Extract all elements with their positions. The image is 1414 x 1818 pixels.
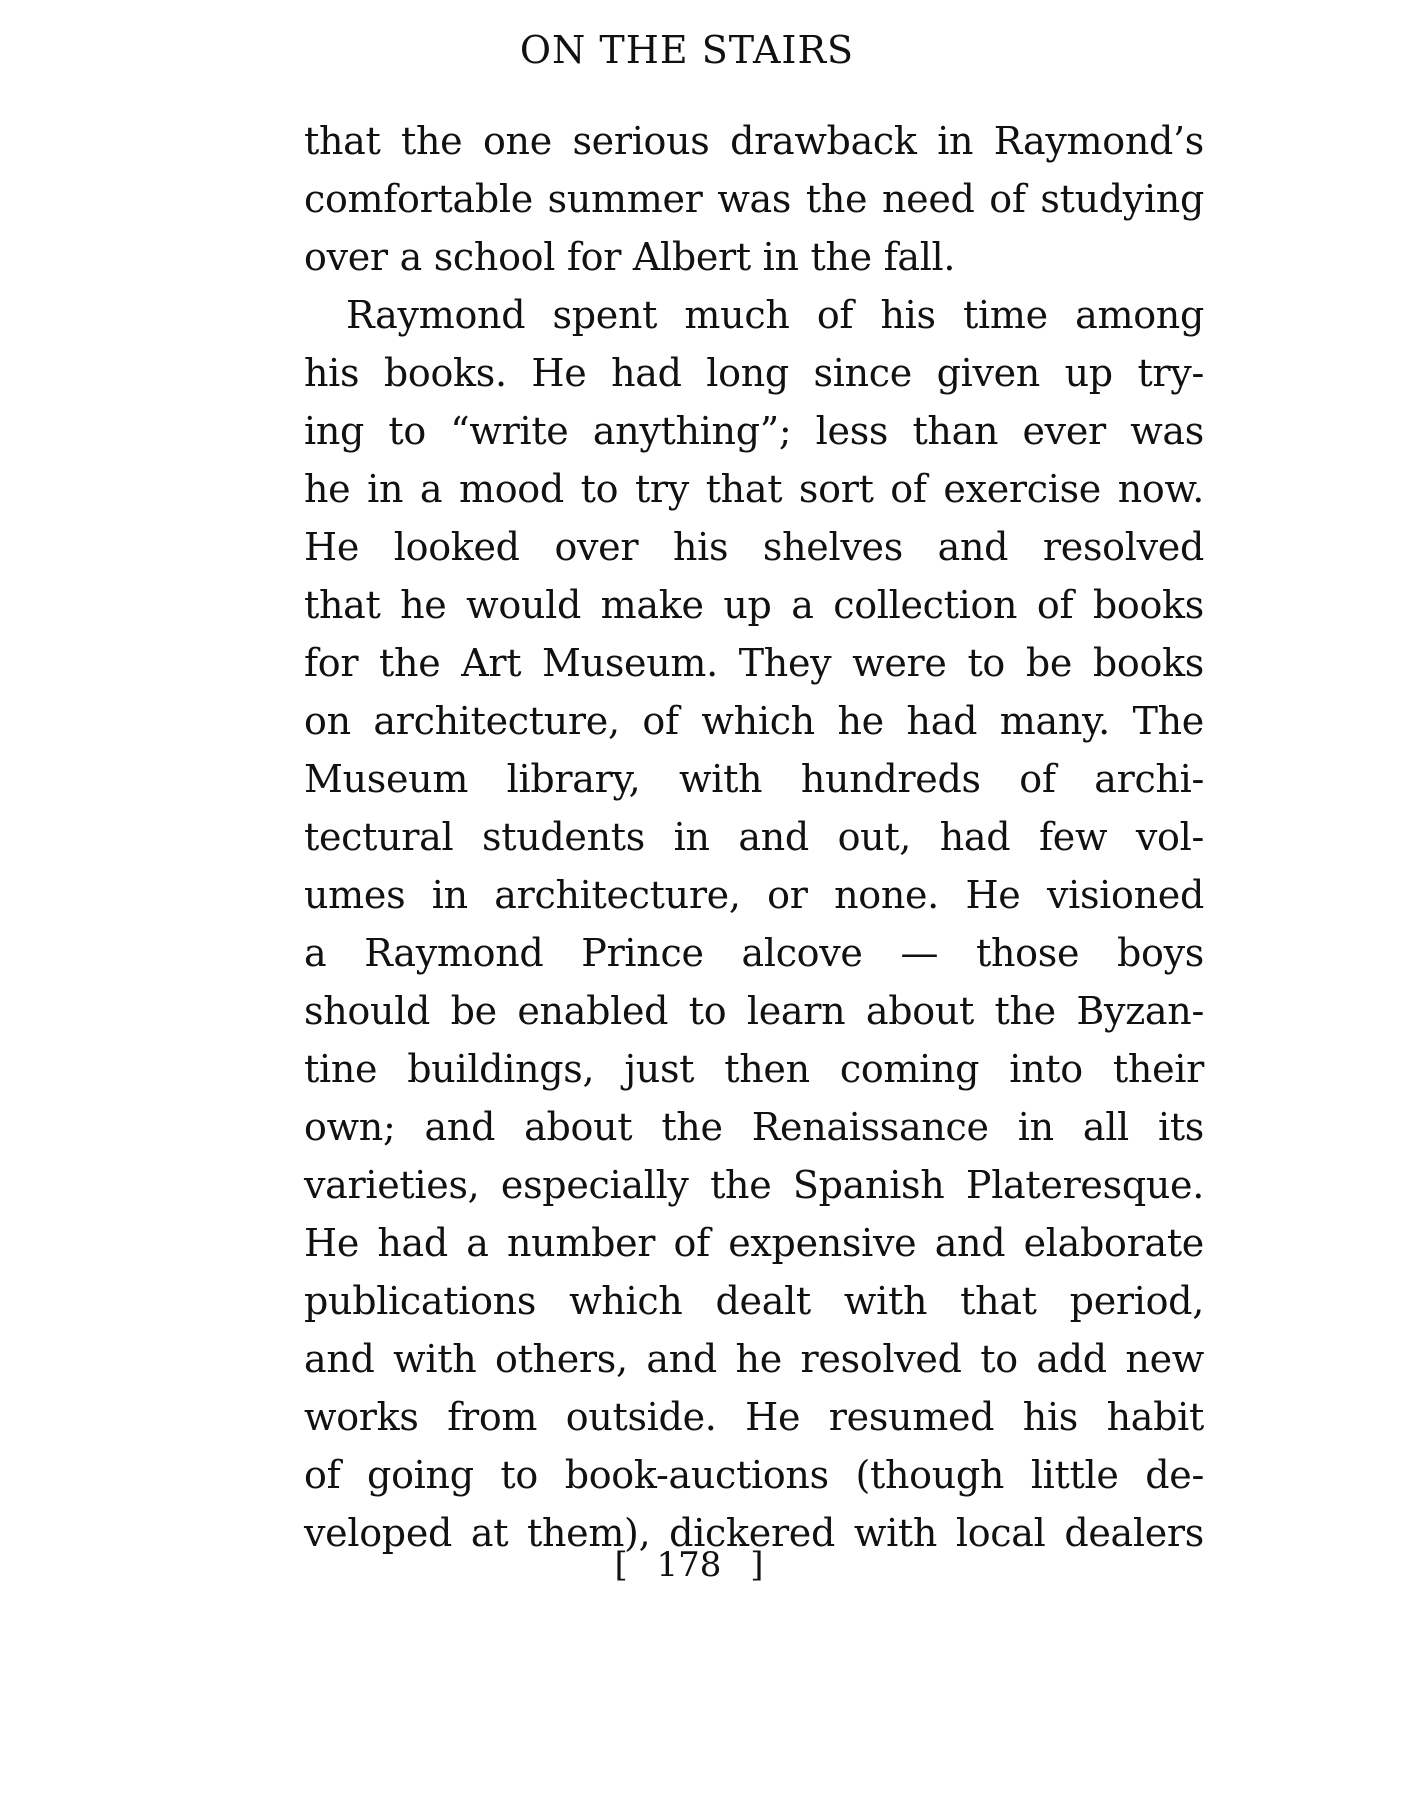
text-line: that he would make up a collection of books	[304, 583, 1204, 627]
paragraph-1	[304, 112, 1204, 286]
text-line: He had a number of expensive and elaborate	[304, 1221, 1204, 1265]
paragraph-2	[304, 286, 1204, 1562]
text-line: that the one serious drawback in Raymond’s	[304, 119, 1204, 163]
text-line: own; and about the Renaissance in all its	[304, 1105, 1204, 1149]
text-line: works from outside. He resumed his habit	[304, 1395, 1204, 1439]
text-line: a Raymond Prince alcove — those boys	[304, 931, 1204, 975]
text-line: over a school for Albert in the fall.	[304, 235, 956, 279]
text-line: Museum library, with hundreds of archi-	[304, 757, 1204, 801]
text-line: should be enabled to learn about the Byzan-	[304, 989, 1204, 1033]
text-line: of going to book-auctions (though little de-	[304, 1453, 1204, 1497]
text-line: umes in architecture, or none. He visioned	[304, 873, 1204, 917]
text-line: Raymond spent much of his time among	[346, 293, 1204, 337]
text-line: comfortable summer was the need of studying	[304, 177, 1204, 221]
text-line: He looked over his shelves and resolved	[304, 525, 1204, 569]
text-line: ing to “write anything”; less than ever was	[304, 409, 1204, 453]
text-line: his books. He had long since given up try-	[304, 351, 1204, 395]
text-line: veloped at them), dickered with local dealers	[304, 1511, 1204, 1555]
text-line: tectural students in and out, had few vol-	[304, 815, 1204, 859]
text-line: he in a mood to try that sort of exercise now.	[304, 467, 1204, 511]
running-head: ON THE STAIRS	[519, 28, 855, 72]
text-line: on architecture, of which he had many. The	[304, 699, 1204, 743]
page-number: [ 178 ]	[614, 1545, 764, 1585]
text-line: varieties, especially the Spanish Plateresque.	[304, 1163, 1204, 1207]
text-line: tine buildings, just then coming into their	[304, 1047, 1204, 1091]
text-line: publications which dealt with that period,	[304, 1279, 1204, 1323]
text-line: for the Art Museum. They were to be books	[304, 641, 1204, 685]
body-text	[304, 112, 1204, 1562]
text-line: and with others, and he resolved to add new	[304, 1337, 1204, 1381]
